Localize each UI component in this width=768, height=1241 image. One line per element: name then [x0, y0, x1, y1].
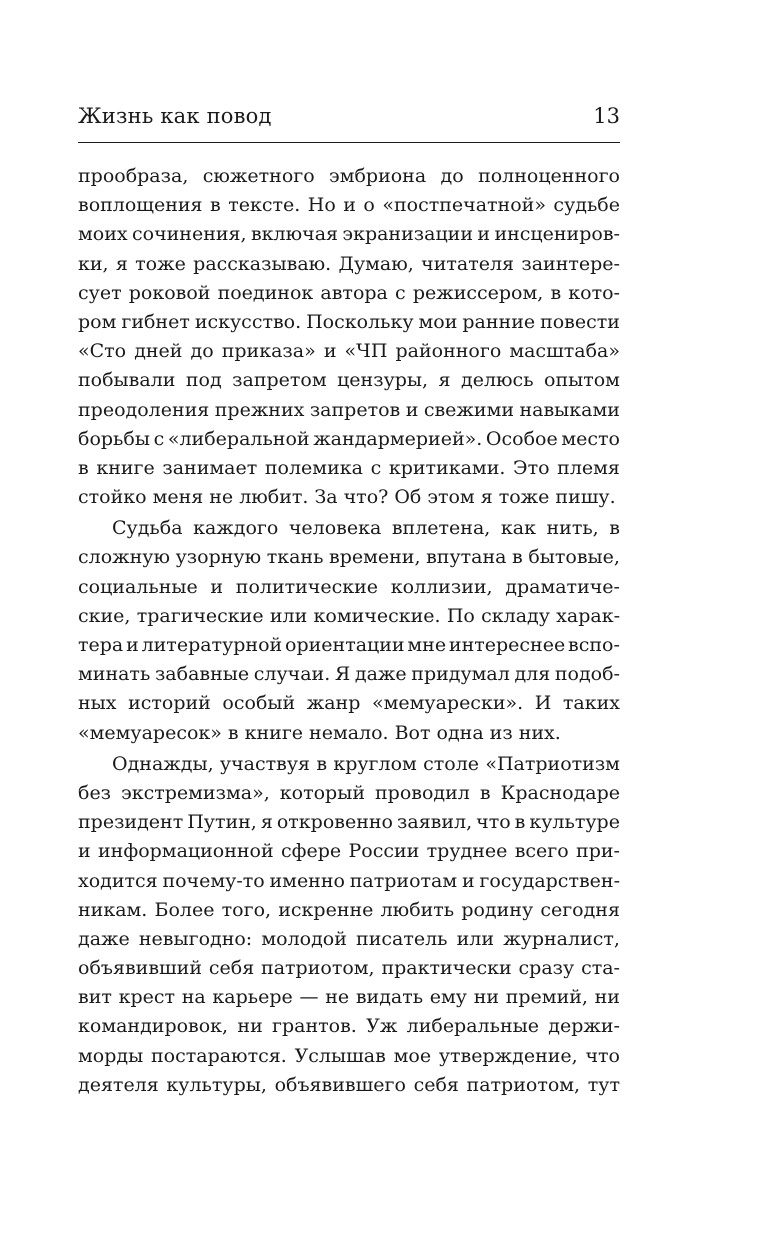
page-number: 13: [593, 104, 620, 128]
text-line: ки, я тоже рассказываю. Думаю, читателя заинтере-: [78, 252, 620, 275]
text-line: ром гибнет искусство. Поскольку мои ранние повести: [78, 310, 620, 333]
text-line: деятеля культуры, объявившего себя патриотом, тут: [78, 1073, 620, 1096]
text-line: преодоления прежних запретов и свежими навыками: [78, 398, 620, 421]
text-line: никам. Более того, искренне любить родину сегодня: [78, 898, 620, 921]
text-line: «Сто дней до приказа» и «ЧП районного масштаба»: [78, 340, 620, 363]
text-line: вит крест на карьере — не видать ему ни премий, ни: [78, 986, 620, 1009]
text-line: моих сочинения, включая экранизации и инсцениров-: [78, 223, 620, 246]
text-line: президент Путин, я откровенно заявил, что в культуре: [78, 811, 620, 834]
text-line: ходится почему-то именно патриотам и государствен-: [78, 869, 620, 892]
text-line: объявивший себя патриотом, практически сразу ста-: [78, 957, 620, 980]
text-line: «мемуаресок» в книге немало. Вот одна из них.: [78, 721, 561, 744]
paragraph: [78, 514, 620, 748]
text-line: в книге занимает полемика с критиками. Это племя: [78, 456, 620, 479]
text-line: побывали под запретом цензуры, я делюсь опытом: [78, 369, 620, 392]
text-line: командировок, ни грантов. Уж либеральные держи-: [78, 1015, 620, 1038]
text-line: социальные и политические коллизии, драматиче-: [78, 575, 620, 598]
text-line: ных историй особый жанр «мемуарески». И таких: [78, 692, 620, 715]
header-rule: [78, 142, 620, 143]
text-line: стойко меня не любит. За что? Об этом я тоже пишу.: [78, 486, 616, 509]
text-line: тера и литературной ориентации мне интереснее вспо-: [78, 634, 620, 656]
text-line: даже невыгодно: молодой писатель или журналист,: [78, 927, 620, 950]
text-line: борьбы с «либеральной жандармерией». Особое место: [78, 427, 620, 450]
paragraph: [78, 162, 620, 512]
text-line: прообраза, сюжетного эмбриона до полноценного: [78, 165, 620, 187]
text-line: минать забавные случаи. Я даже придумал для подоб-: [78, 663, 620, 686]
text-line: без экстремизма», который проводил в Краснодаре: [78, 781, 620, 804]
text-line: и информационной сфере России труднее всего при-: [78, 840, 620, 863]
text-line: воплощения в тексте. Но и о «постпечатной» судьбе: [78, 194, 620, 217]
text-line: сложную узорную ткань времени, впутана в бытовые,: [78, 546, 620, 569]
text-line: Однажды, участвуя в круглом столе «Патриотизм: [112, 752, 620, 775]
text-line: сует роковой поединок автора с режиссером, в кото-: [78, 281, 620, 304]
body-text: [78, 162, 620, 1100]
text-line: ские, трагические или комические. По складу харак-: [78, 604, 620, 627]
text-line: Судьба каждого человека вплетена, как нить, в: [112, 517, 620, 540]
running-title: Жизнь как повод: [78, 104, 272, 128]
running-head: [78, 100, 620, 140]
paragraph: [78, 750, 620, 1100]
text-line: морды постараются. Услышав мое утверждение, что: [78, 1044, 620, 1067]
